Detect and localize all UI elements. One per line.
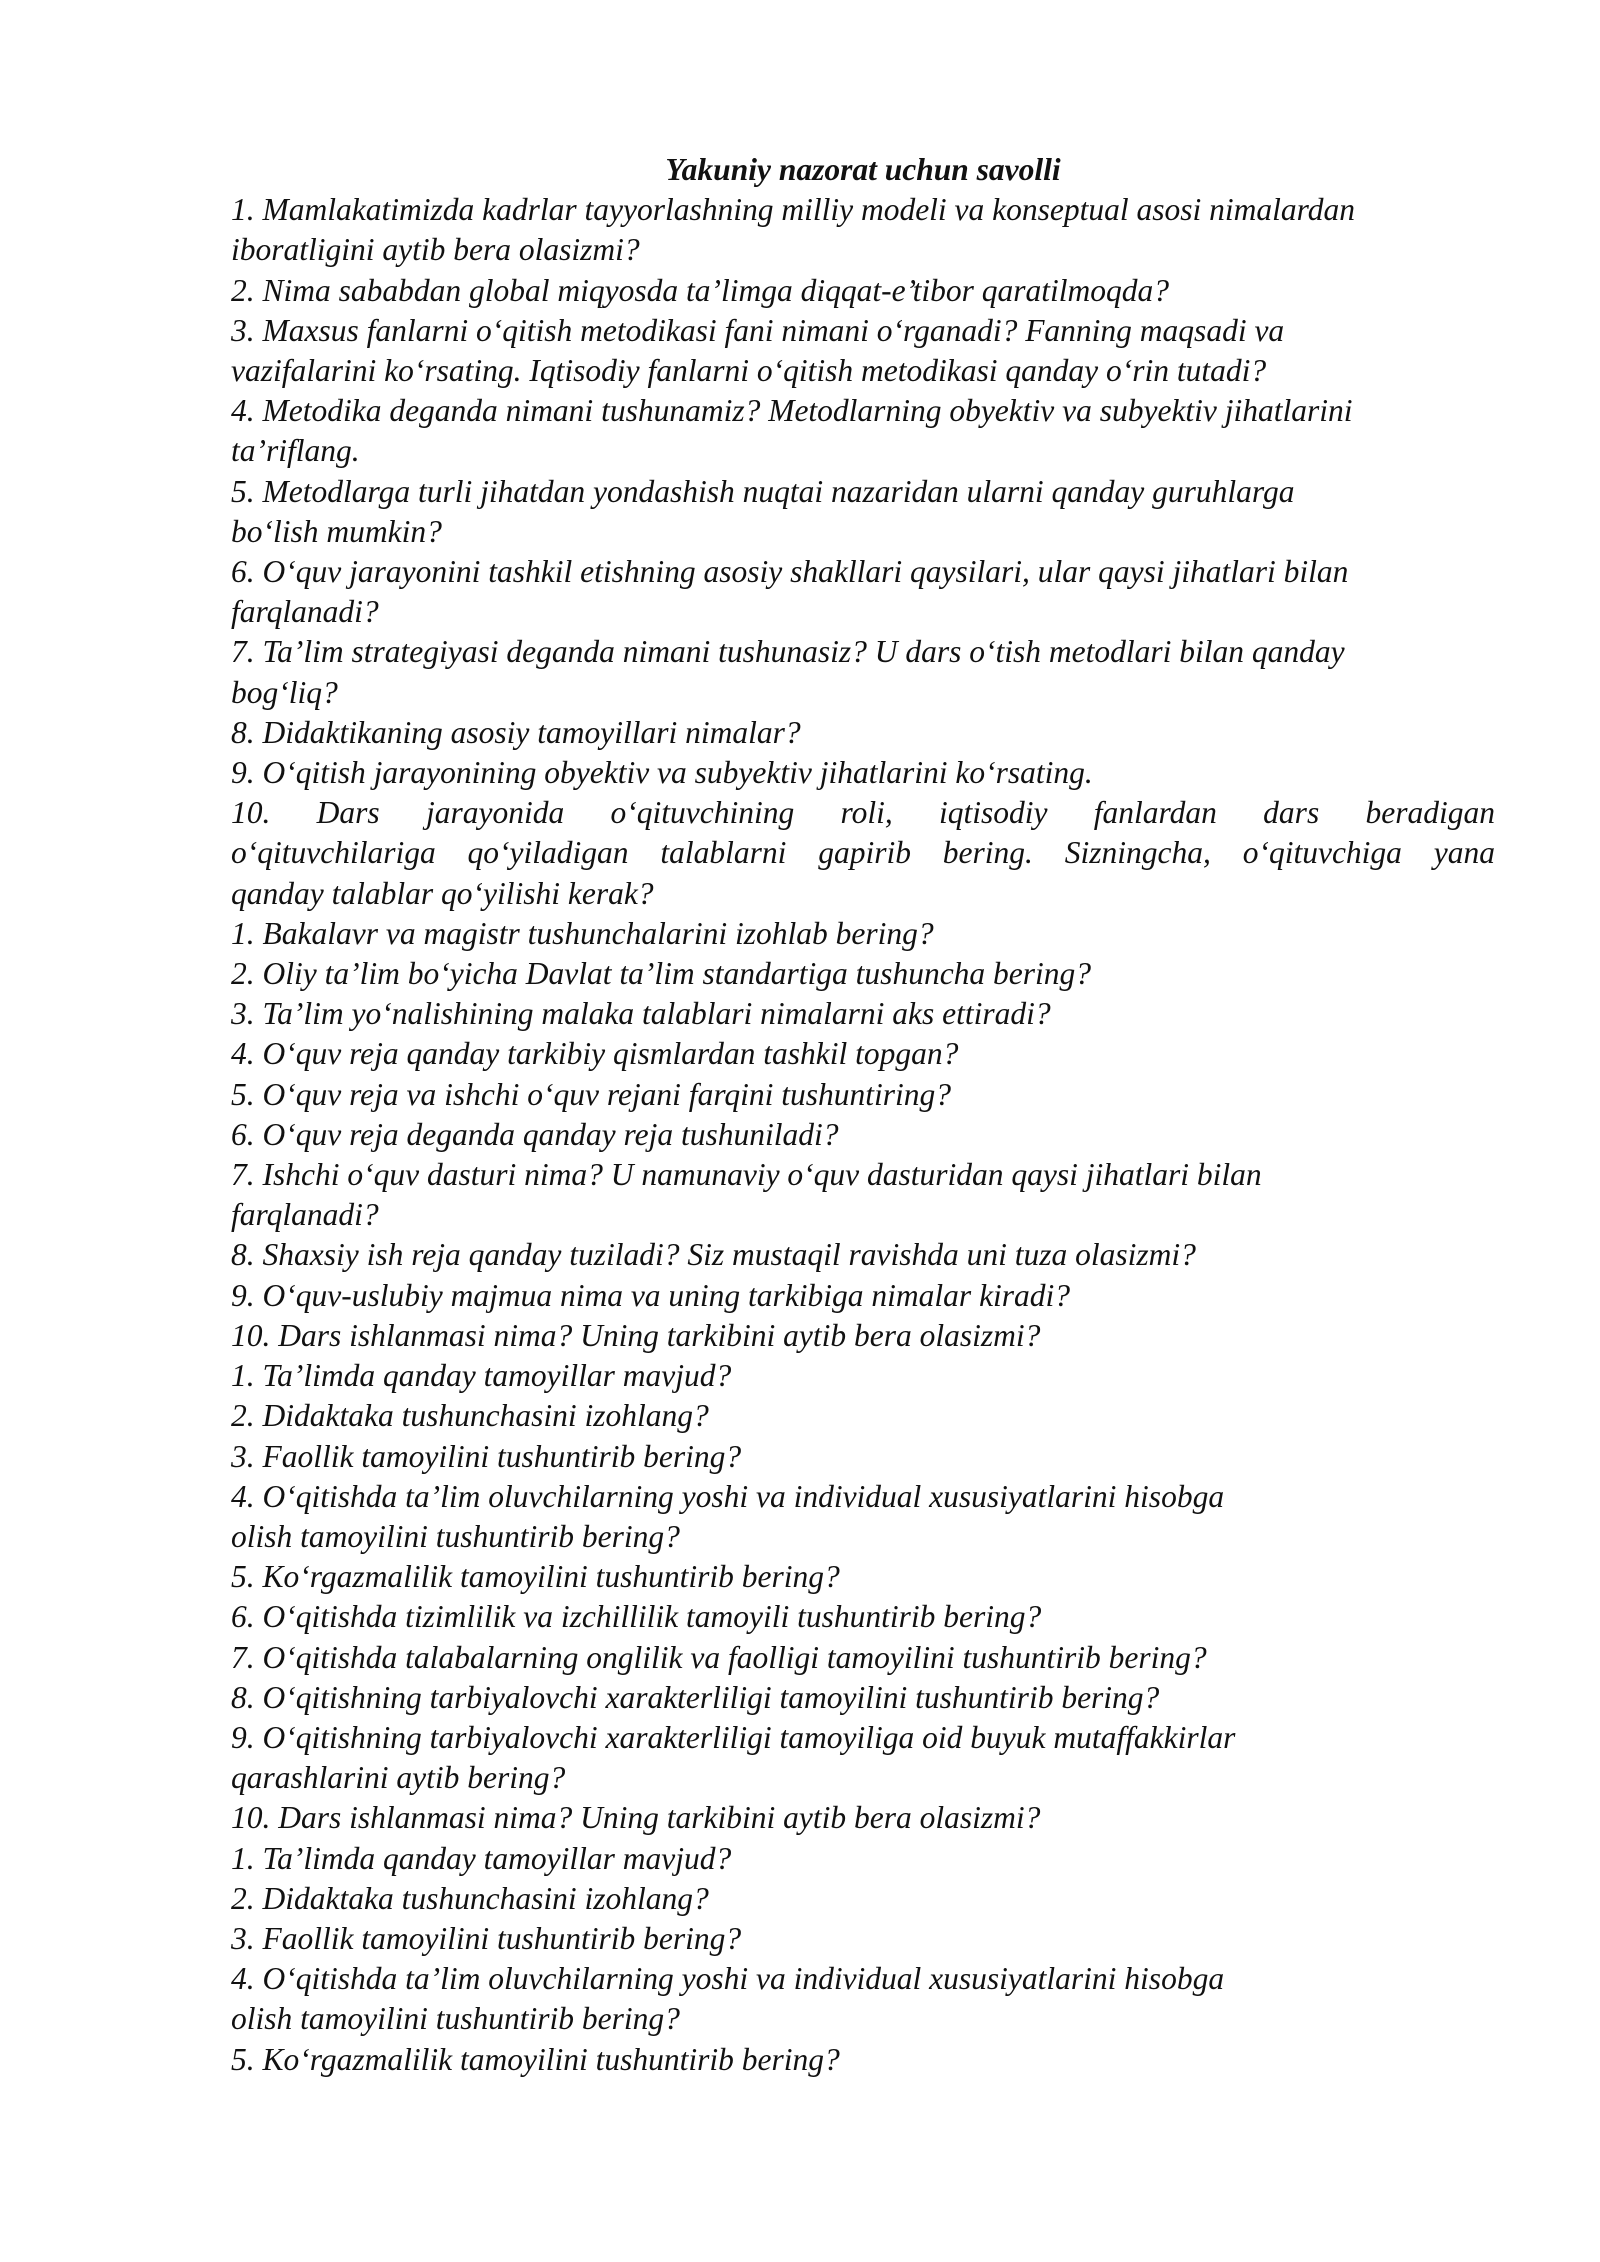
question-line: 6. O‘quv jarayonini tashkil etishning asosiy shakllari qaysilari, ular qaysi jihatlari bilan — [231, 554, 1349, 590]
document-title: Yakuniy nazorat uchun savolli — [665, 152, 1061, 187]
question-line: 2. Didaktaka tushunchasini izohlang? — [231, 1880, 709, 1916]
question-line: vazifalarini ko‘rsating. Iqtisodiy fanlarni o‘qitish metodikasi qanday o‘rin tutadi? — [231, 353, 1267, 389]
question-line: olish tamoyilini tushuntirib bering? — [231, 2001, 680, 2037]
question-line: 4. O‘qitishda ta’lim oluvchilarning yoshi va individual xususiyatlarini hisobga — [231, 1478, 1225, 1514]
question-line: 5. Ko‘rgazmalilik tamoyilini tushuntirib bering? — [231, 1559, 840, 1595]
question-line: 1. Ta’limda qanday tamoyillar mavjud? — [231, 1358, 732, 1394]
question-line: 9. O‘qitish jarayonining obyektiv va subyektiv jihatlarini ko‘rsating. — [231, 755, 1093, 791]
question-line: 2. Nima sababdan global miqyosda ta’limga diqqat-e’tibor qaratilmoqda? — [231, 272, 1170, 308]
question-line: farqlanadi? — [231, 594, 379, 630]
question-line: qanday talablar qo‘yilishi kerak? — [231, 875, 654, 911]
question-line: 5. O‘quv reja va ishchi o‘quv rejani farqini tushuntiring? — [231, 1076, 952, 1112]
question-line: 4. O‘quv reja qanday tarkibiy qismlardan tashkil topgan? — [231, 1036, 959, 1072]
document-page — [231, 150, 1495, 2080]
question-line: 7. O‘qitishda talabalarning onglilik va faolligi tamoyilini tushuntirib bering? — [231, 1639, 1207, 1675]
question-line: bog‘liq? — [231, 674, 338, 710]
question-line: 7. Ta’lim strategiyasi deganda nimani tushunasiz? U dars o‘tish metodlari bilan qanday — [231, 634, 1345, 670]
question-line: 8. Didaktikaning asosiy tamoyillari nimalar? — [231, 714, 801, 750]
question-line: 9. O‘qitishning tarbiyalovchi xarakterliligi tamoyiliga oid buyuk mutaffakkirlar — [231, 1719, 1236, 1755]
question-list — [231, 190, 1495, 2080]
question-line: 10. Dars jarayonida o‘qituvchining roli, iqtisodiy fanlardan dars beradigan — [231, 795, 1495, 831]
question-line: 4. O‘qitishda ta’lim oluvchilarning yoshi va individual xususiyatlarini hisobga — [231, 1961, 1225, 1997]
question-line: 5. Ko‘rgazmalilik tamoyilini tushuntirib bering? — [231, 2041, 840, 2077]
question-line: olish tamoyilini tushuntirib bering? — [231, 1518, 680, 1554]
question-line: 1. Ta’limda qanday tamoyillar mavjud? — [231, 1840, 732, 1876]
question-line: qarashlarini aytib bering? — [231, 1760, 566, 1796]
question-line: iboratligini aytib bera olasizmi? — [231, 232, 640, 268]
question-line: 10. Dars ishlanmasi nima? Uning tarkibini aytib bera olasizmi? — [231, 1800, 1041, 1836]
question-line: 6. O‘quv reja deganda qanday reja tushuniladi? — [231, 1116, 839, 1152]
question-line: 1. Bakalavr va magistr tushunchalarini izohlab bering? — [231, 915, 934, 951]
question-line: ta’riflang. — [231, 433, 360, 469]
question-line: 9. O‘quv-uslubiy majmua nima va uning tarkibiga nimalar kiradi? — [231, 1277, 1071, 1313]
question-line: 8. Shaxsiy ish reja qanday tuziladi? Siz mustaqil ravishda uni tuza olasizmi? — [231, 1237, 1196, 1273]
question-line: 4. Metodika deganda nimani tushunamiz? Metodlarning obyektiv va subyektiv jihatlarini — [231, 393, 1353, 429]
question-line: farqlanadi? — [231, 1197, 379, 1233]
question-line: 1. Mamlakatimizda kadrlar tayyorlashning milliy modeli va konseptual asosi nimalardan — [231, 192, 1356, 228]
question-line: 2. Oliy ta’lim bo‘yicha Davlat ta’lim standartiga tushuncha bering? — [231, 956, 1092, 992]
question-line: 6. O‘qitishda tizimlilik va izchillilik tamoyili tushuntirib bering? — [231, 1599, 1042, 1635]
question-line: 2. Didaktaka tushunchasini izohlang? — [231, 1398, 709, 1434]
question-line: 3. Faollik tamoyilini tushuntirib bering? — [231, 1920, 742, 1956]
question-line: 3. Maxsus fanlarni o‘qitish metodikasi fani nimani o‘rganadi? Fanning maqsadi va — [231, 312, 1285, 348]
question-line: 3. Ta’lim yo‘nalishining malaka talablari nimalarni aks ettiradi? — [231, 996, 1051, 1032]
question-line: 10. Dars ishlanmasi nima? Uning tarkibini aytib bera olasizmi? — [231, 1317, 1041, 1353]
question-line: bo‘lish mumkin? — [231, 513, 442, 549]
question-line: o‘qituvchilariga qo‘yiladigan talablarni gapirib bering. Sizningcha, o‘qituvchiga yana — [231, 835, 1495, 871]
question-line: 3. Faollik tamoyilini tushuntirib bering? — [231, 1438, 742, 1474]
question-line: 5. Metodlarga turli jihatdan yondashish nuqtai nazaridan ularni qanday guruhlarga — [231, 473, 1295, 509]
question-line: 8. O‘qitishning tarbiyalovchi xarakterliligi tamoyilini tushuntirib bering? — [231, 1679, 1160, 1715]
question-line: 7. Ishchi o‘quv dasturi nima? U namunaviy o‘quv dasturidan qaysi jihatlari bilan — [231, 1157, 1262, 1193]
